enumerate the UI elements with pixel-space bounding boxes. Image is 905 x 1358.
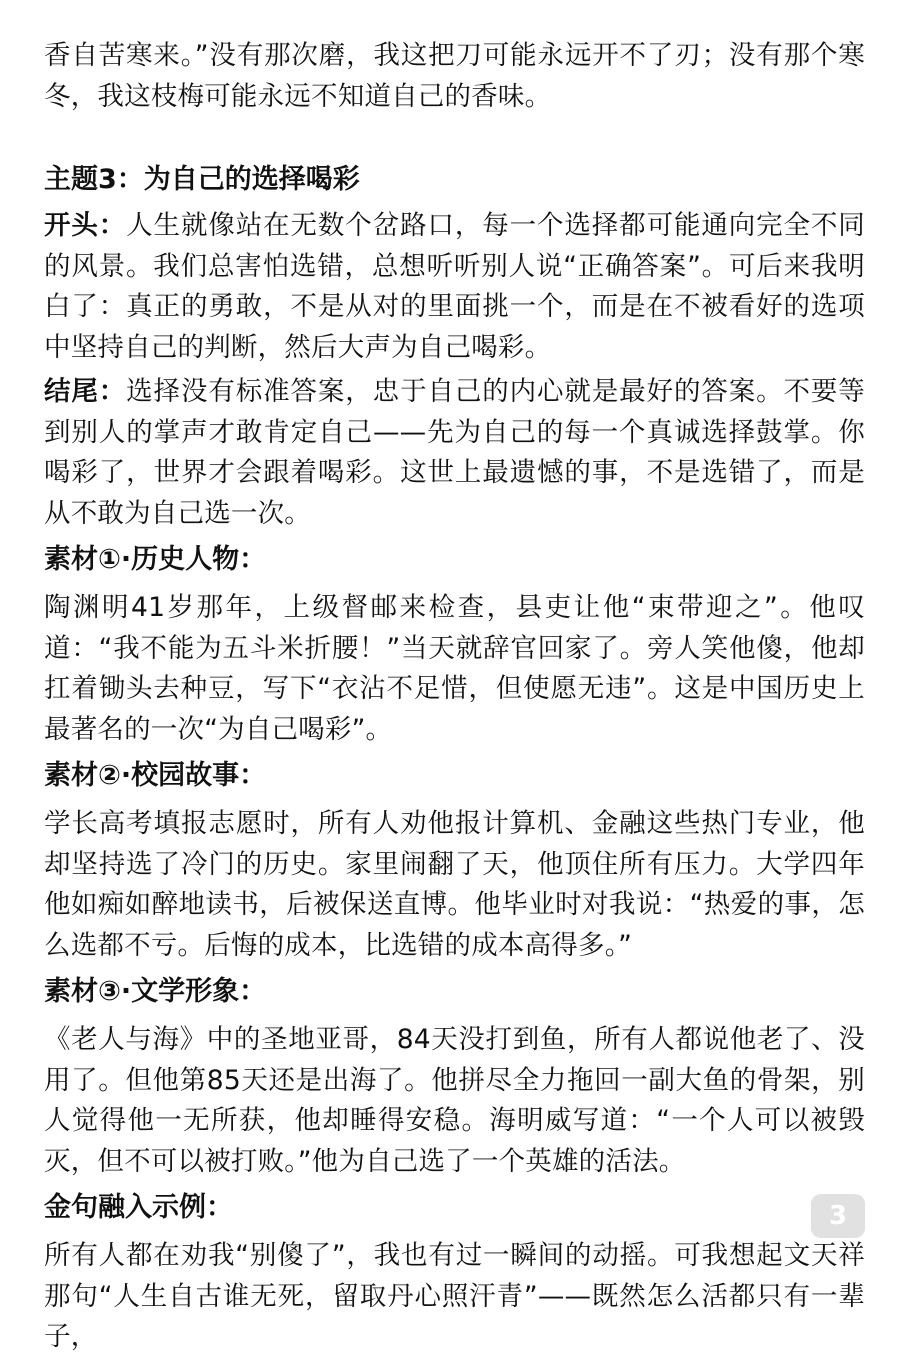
material-1-heading: 素材①·历史人物： [44, 544, 267, 575]
intro-paragraph: 香自苦寒来。”没有那次磨，我这把刀可能永远开不了刃；没有那个寒冬，我这枝梅可能永远不知道自己的香味。 [44, 40, 865, 112]
example-text: 所有人都在劝我“别傻了”，我也有过一瞬间的动摇。可我想起文天祥那句“人生自古谁无死，留取丹心照汗青”——既然怎么活都只有一辈子， [44, 1240, 865, 1352]
opening-text: 人生就像站在无数个岔路口，每一个选择都可能通向完全不同的风景。我们总害怕选错，总想听听别人说“正确答案”。可后来我明白了：真正的勇敢，不是从对的里面挑一个，而是在不被看好的选项中坚持自己的判断，然后大声为自己喝彩。 [44, 210, 865, 363]
material-2-text: 学长高考填报志愿时，所有人劝他报计算机、金融这些热门专业，他却坚持选了冷门的历史。家里闹翻了天，他顶住所有压力。大学四年他如痴如醉地读书，后被保送直博。他毕业时对我说：“热爱的事，怎么选都不亏。后悔的成本，比选错的成本高得多。” [44, 808, 865, 961]
material-2-heading: 素材②·校园故事： [44, 760, 267, 791]
opening-label: 开头： [44, 210, 127, 241]
material-3-heading: 素材③·文学形象： [44, 976, 267, 1007]
material-3-text: 《老人与海》中的圣地亚哥，84天没打到鱼，所有人都说他老了、没用了。但他第85天还是出海了。他拼尽全力拖回一副大鱼的骨架，别人觉得他一无所获，他却睡得安稳。海明威写道：“一个人可以被毁灭，但不可以被打败。”他为自己选了一个英雄的活法。 [44, 1024, 865, 1177]
ending-paragraph [44, 372, 865, 534]
theme-title: 主题3：为自己的选择喝彩 [44, 164, 360, 195]
ending-label: 结尾： [44, 376, 127, 407]
example-heading: 金句融入示例： [44, 1192, 233, 1223]
material-1-text: 陶渊明41岁那年，上级督邮来检查，县吏让他“束带迎之”。他叹道：“我不能为五斗米折腰！”当天就辞官回家了。旁人笑他傻，他却扛着锄头去种豆，写下“衣沾不足惜，但使愿无违”。这是中国历史上最著名的一次“为自己喝彩”。 [44, 592, 865, 745]
page-number-badge: 3 [811, 1194, 865, 1238]
opening-paragraph [44, 206, 865, 368]
ending-text: 选择没有标准答案，忠于自己的内心就是最好的答案。不要等到别人的掌声才敢肯定自己——先为自己的每一个真诚选择鼓掌。你喝彩了，世界才会跟着喝彩。这世上最遗憾的事，不是选错了，而是从不敢为自己选一次。 [44, 376, 865, 529]
